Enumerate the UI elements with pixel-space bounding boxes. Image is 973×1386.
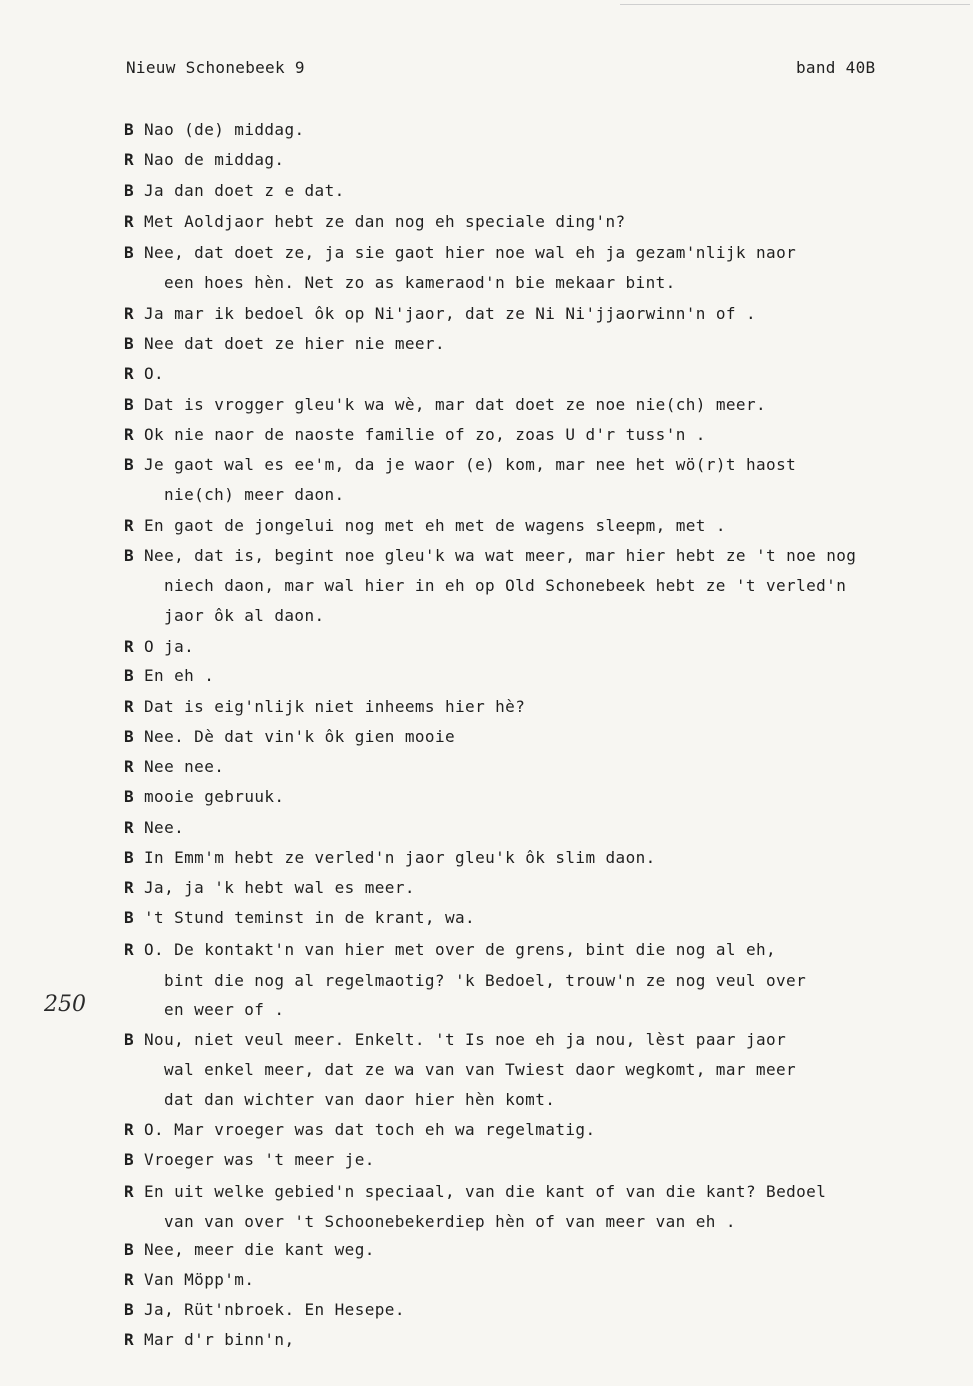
speaker-label: B (124, 848, 135, 867)
speaker-label: B (124, 1030, 135, 1049)
header-tape-id: band 40B (796, 58, 876, 77)
line-text: Dat is vrogger gleu'k wa wè, mar dat doet ze noe nie(ch) meer. (144, 395, 767, 414)
line-text: jaor ôk al daon. (164, 606, 325, 625)
line-text: dat dan wichter van daor hier hèn komt. (164, 1090, 556, 1109)
transcript-line (124, 1240, 375, 1260)
transcript-line (124, 697, 525, 717)
transcript-line (124, 1212, 736, 1232)
line-text: Nee, dat is, begint noe gleu'k wa wat meer, mar hier hebt ze 't noe nog (144, 546, 857, 565)
top-rule (620, 4, 970, 5)
speaker-label: R (124, 1182, 135, 1201)
transcript-line (124, 243, 796, 263)
speaker-label: B (124, 908, 135, 927)
transcript-line (124, 1300, 405, 1320)
line-text: En uit welke gebied'n speciaal, van die kant of van die kant? Bedoel (144, 1182, 827, 1201)
line-text: En gaot de jongelui nog met eh met de wagens sleepm, met . (144, 516, 726, 535)
transcript-line (124, 1182, 826, 1202)
transcript-line (124, 304, 756, 324)
transcript-line (124, 971, 806, 991)
line-text: Je gaot wal es ee'm, da je waor (e) kom, mar nee het wö(r)t haost (144, 455, 797, 474)
line-text: Ja mar ik bedoel ôk op Ni'jaor, dat ze Ni Ni'jjaorwinn'n of . (144, 304, 757, 323)
speaker-label: B (124, 455, 135, 474)
transcript-line (124, 334, 445, 354)
transcript-line (124, 181, 345, 201)
line-text: O. De kontakt'n van hier met over de grens, bint die nog al eh, (144, 940, 777, 959)
transcript-line (124, 1150, 375, 1170)
speaker-label: R (124, 212, 135, 231)
speaker-label: B (124, 1150, 135, 1169)
line-text: Ja, ja 'k hebt wal es meer. (144, 878, 415, 897)
header-title: Nieuw Schonebeek 9 (126, 58, 305, 77)
speaker-label: B (124, 334, 135, 353)
line-text: Van Möpp'm. (144, 1270, 255, 1289)
speaker-label: R (124, 1120, 135, 1139)
speaker-label: B (124, 727, 135, 746)
line-text: Nee, meer die kant weg. (144, 1240, 375, 1259)
transcript-line (124, 1330, 295, 1350)
speaker-label: R (124, 757, 135, 776)
line-text: O. (144, 364, 165, 383)
speaker-label: B (124, 787, 135, 806)
line-text: Met Aoldjaor hebt ze dan nog eh speciale ding'n? (144, 212, 626, 231)
line-text: Nee. (144, 818, 185, 837)
line-text: Nao de middag. (144, 150, 285, 169)
transcript-line (124, 1120, 595, 1140)
speaker-label: B (124, 120, 135, 139)
transcript-line (124, 1270, 254, 1290)
speaker-label: B (124, 666, 135, 685)
transcript-line (124, 818, 184, 838)
transcript-line (124, 546, 856, 566)
transcript-line (124, 848, 656, 868)
speaker-label: R (124, 637, 135, 656)
line-text: Nao (de) middag. (144, 120, 305, 139)
speaker-label: B (124, 1240, 135, 1259)
transcript-line (124, 516, 726, 536)
line-text: Nee dat doet ze hier nie meer. (144, 334, 445, 353)
transcript-line (124, 395, 766, 415)
transcript-line (124, 273, 676, 293)
transcript-line (124, 150, 284, 170)
transcript-line (124, 212, 626, 232)
line-text: Nou, niet veul meer. Enkelt. 't Is noe eh ja nou, lèst paar jaor (144, 1030, 787, 1049)
line-text: Mar d'r binn'n, (144, 1330, 295, 1349)
line-text: mooie gebruuk. (144, 787, 285, 806)
line-text: nie(ch) meer daon. (164, 485, 345, 504)
transcript-line (124, 485, 345, 505)
speaker-label: R (124, 425, 135, 444)
transcript-line (124, 878, 415, 898)
line-text: Nee, dat doet ze, ja sie gaot hier noe wal eh ja gezam'nlijk naor (144, 243, 797, 262)
line-text: Ja, Rüt'nbroek. En Hesepe. (144, 1300, 405, 1319)
transcript-line (124, 576, 846, 596)
line-text: en weer of . (164, 1000, 285, 1019)
transcript-line (124, 908, 475, 928)
transcript-line (124, 940, 776, 960)
speaker-label: R (124, 1270, 135, 1289)
line-text: O. Mar vroeger was dat toch eh wa regelmatig. (144, 1120, 596, 1139)
line-text: En eh . (144, 666, 215, 685)
speaker-label: B (124, 1300, 135, 1319)
speaker-label: R (124, 697, 135, 716)
line-text: Nee nee. (144, 757, 225, 776)
transcript-line (124, 787, 284, 807)
line-text: Ok nie naor de naoste familie of zo, zoas U d'r tuss'n . (144, 425, 706, 444)
line-text: van van over 't Schoonebekerdiep hèn of van meer van eh . (164, 1212, 736, 1231)
speaker-label: R (124, 940, 135, 959)
transcript-line (124, 364, 164, 384)
speaker-label: B (124, 546, 135, 565)
transcript-line (124, 637, 194, 657)
speaker-label: B (124, 181, 135, 200)
line-text: In Emm'm hebt ze verled'n jaor gleu'k ôk slim daon. (144, 848, 656, 867)
transcript-line (124, 666, 214, 686)
speaker-label: R (124, 1330, 135, 1349)
speaker-label: B (124, 395, 135, 414)
transcript-line (124, 606, 325, 626)
line-text: bint die nog al regelmaotig? 'k Bedoel, trouw'n ze nog veul over (164, 971, 807, 990)
line-text: Ja dan doet z e dat. (144, 181, 345, 200)
transcript-line (124, 425, 706, 445)
speaker-label: R (124, 304, 135, 323)
transcript-line (124, 1000, 284, 1020)
speaker-label: R (124, 364, 135, 383)
line-text: Dat is eig'nlijk niet inheems hier hè? (144, 697, 526, 716)
speaker-label: R (124, 818, 135, 837)
speaker-label: R (124, 516, 135, 535)
transcript-line (124, 727, 455, 747)
line-text: niech daon, mar wal hier in eh op Old Schonebeek hebt ze 't verled'n (164, 576, 847, 595)
line-text: Nee. Dè dat vin'k ôk gien mooie (144, 727, 456, 746)
transcript-line (124, 1090, 555, 1110)
line-text: O ja. (144, 637, 195, 656)
transcript-line (124, 120, 305, 140)
line-text: Vroeger was 't meer je. (144, 1150, 375, 1169)
speaker-label: R (124, 878, 135, 897)
line-text: 't Stund teminst in de krant, wa. (144, 908, 476, 927)
transcript-line (124, 757, 224, 777)
line-text: een hoes hèn. Net zo as kameraod'n bie mekaar bint. (164, 273, 676, 292)
line-text: wal enkel meer, dat ze wa van van Twiest daor wegkomt, mar meer (164, 1060, 797, 1079)
margin-note: 250 (44, 992, 86, 1017)
transcript-line (124, 1030, 786, 1050)
speaker-label: R (124, 150, 135, 169)
speaker-label: B (124, 243, 135, 262)
transcript-line (124, 455, 796, 475)
transcript-line (124, 1060, 796, 1080)
